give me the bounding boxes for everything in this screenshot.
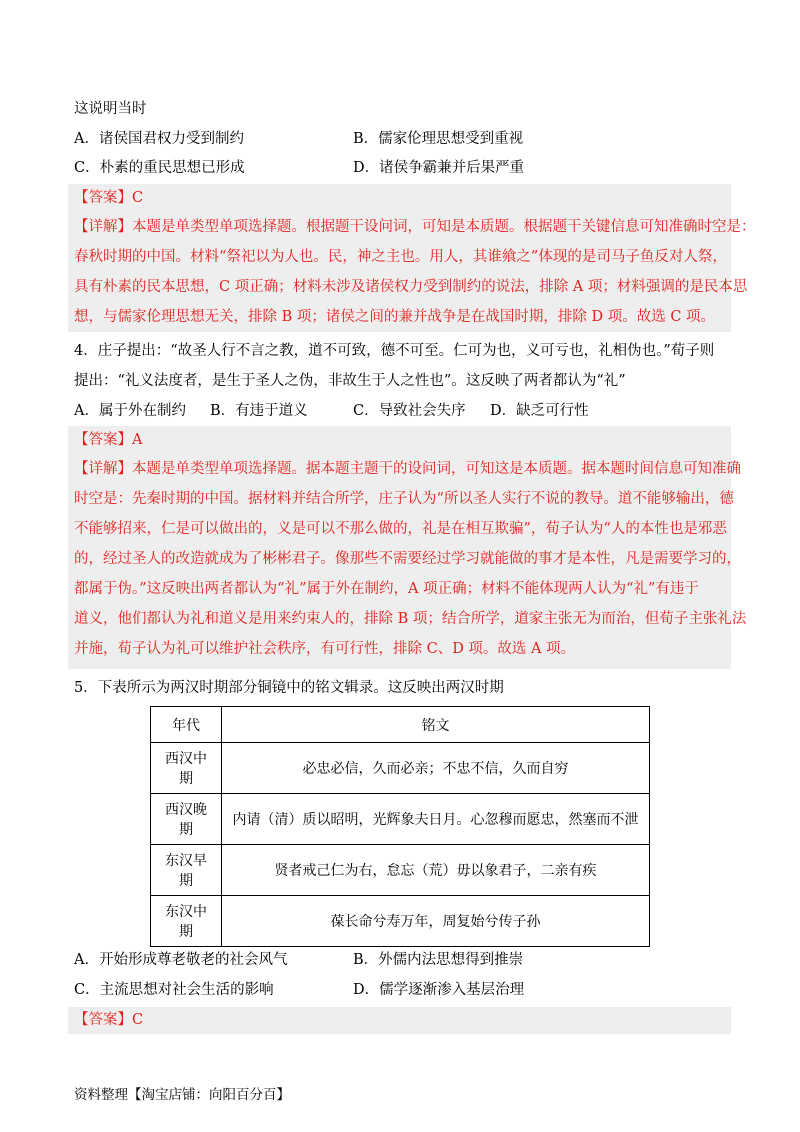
- period-text: 期: [179, 873, 193, 889]
- q4-option-a: A．属于外在制约: [74, 403, 186, 419]
- q4-stem-line-1: 4．庄子提出：“故圣人行不言之教，道不可致，德不可至。仁可为也，义可亏也，礼相伪也。”荀子则: [74, 343, 715, 359]
- table-cell-inscription: 葆长命兮寿万年，周复始兮传子孙: [222, 896, 650, 947]
- table-cell-period: [151, 896, 222, 947]
- q4-answer-tag: 【答案】: [74, 432, 132, 448]
- table-header-inscription: 铭文: [222, 707, 650, 743]
- q4-detail-line-1: [74, 459, 741, 479]
- table-row: [151, 845, 650, 896]
- table-header-period: 年代: [151, 707, 222, 743]
- q3-stem-tail: 这说明当时: [74, 101, 147, 117]
- q4-detail-line-7: 并施，荀子认为礼可以维护社会秩序，有可行性，排除 C、D 项。故选 A 项。: [74, 641, 576, 657]
- table-cell-inscription: 贤者戒己仁为右，怠忘（荒）毋以象君子，二亲有疾: [222, 845, 650, 896]
- period-text: 西汉晚: [165, 802, 207, 818]
- q4-detail-tag: 【详解】: [74, 461, 132, 477]
- q3-detail-line-1: [74, 217, 756, 237]
- table-cell-inscription: 内请（清）质以昭明，光辉象夫日月。心忽穆而愿忠，然塞而不泄: [222, 794, 650, 845]
- period-text: 西汉中: [165, 751, 207, 767]
- q5-option-a: A．开始形成尊老敬老的社会风气: [74, 952, 288, 968]
- inscription-table: [150, 706, 650, 947]
- q4-detail-line-6: 道义，他们都认为礼和道义是用来约束人的，排除 B 项；结合所学，道家主张无为而治，但荀子主张礼法: [74, 611, 747, 627]
- q5-answer-tag: 【答案】: [74, 1012, 132, 1028]
- table-row: [151, 743, 650, 794]
- table-cell-inscription: 必忠必信，久而必亲；不忠不信，久而自穷: [222, 743, 650, 794]
- q4-answer-value: A: [132, 432, 143, 448]
- q4-option-b: B．有违于道义: [210, 403, 308, 419]
- q4-option-c: C．导致社会失序: [353, 403, 466, 419]
- q4-detail-line-5: 都属于伪。”这反映出两者都认为“礼”属于外在制约，A 项正确；材料不能体现两人认为“礼”有违于: [74, 581, 699, 597]
- q4-stem-line-2: 提出：“礼义法度者，是生于圣人之伪，非故生于人之性也”。这反映了两者都认为“礼”: [74, 373, 626, 389]
- q5-stem: 5．下表所示为两汉时期部分铜镜中的铭文辑录。这反映出两汉时期: [74, 680, 504, 696]
- q3-detail-text-1: 本题是单类型单项选择题。根据题干设问词，可知是本质题。根据题干关键信息可知准确时空是：: [132, 219, 756, 235]
- table-cell-period: [151, 794, 222, 845]
- q3-answer-block: [68, 184, 756, 332]
- q5-answer-value: C: [132, 1012, 144, 1028]
- q3-detail-tag: 【详解】: [74, 219, 132, 235]
- q4-detail-line-4: 的，经过圣人的改造就成为了彬彬君子。像那些不需要经过学习就能做的事才是本性，凡是需要学习的，: [74, 551, 741, 567]
- table-row: [151, 896, 650, 947]
- q4-detail-text-1: 本题是单类型单项选择题。据本题主题干的设问词，可知这是本质题。据本题时间信息可知准确: [132, 461, 741, 477]
- table-header-row: [151, 707, 650, 743]
- q4-detail-line-3: 不能够招来，仁是可以做出的，义是可以不那么做的，礼是在相互欺骗”，荀子认为“人的本性也是邪恶: [74, 521, 727, 537]
- q5-option-b: B．外儒内法思想得到推崇: [353, 952, 524, 968]
- period-text: 东汉中: [165, 904, 207, 920]
- q4-answer-line: [74, 430, 142, 450]
- q5-option-c: C．主流思想对社会生活的影响: [74, 982, 274, 998]
- q3-answer-line: [74, 188, 143, 208]
- q3-detail-line-4: 想，与儒家伦理思想无关，排除 B 项；诸侯之间的兼并战争是在战国时期，排除 D 项。故选 C 项。: [74, 309, 716, 325]
- q3-option-c: C．朴素的重民思想已形成: [74, 160, 245, 176]
- q3-answer-value: C: [132, 190, 144, 206]
- q4-answer-block: [68, 426, 747, 669]
- period-text: 东汉早: [165, 853, 207, 869]
- q5-option-d: D．儒学逐渐渗入基层治理: [353, 982, 525, 998]
- q3-detail-line-3: 具有朴素的民本思想，C 项正确；材料未涉及诸侯权力受到制约的说法，排除 A 项；材料强调的是民本思: [74, 279, 748, 295]
- q5-answer-line: [74, 1010, 143, 1030]
- q3-detail-line-2: 春秋时期的中国。材料“祭祀以为人也。民，神之主也。用人，其谁飨之”体现的是司马子鱼反对人祭，: [74, 249, 727, 265]
- q3-option-b: B．儒家伦理思想受到重视: [353, 131, 524, 147]
- page-footer: 资料整理【淘宝店铺：向阳百分百】: [74, 1087, 290, 1103]
- table-row: [151, 794, 650, 845]
- table-cell-period: [151, 845, 222, 896]
- period-text: 期: [179, 771, 193, 787]
- q3-answer-tag: 【答案】: [74, 190, 132, 206]
- period-text: 期: [179, 924, 193, 940]
- table-cell-period: [151, 743, 222, 794]
- q3-option-d: D．诸侯争霸兼并后果严重: [353, 160, 525, 176]
- q5-answer-block: [68, 1007, 731, 1034]
- period-text: 期: [179, 822, 193, 838]
- q3-option-a: A．诸侯国君权力受到制约: [74, 131, 244, 147]
- q4-detail-line-2: 时空是：先秦时期的中国。据材料并结合所学，庄子认为“所以圣人实行不说的教导。道不能够输出，德: [74, 491, 734, 507]
- q4-option-d: D．缺乏可行性: [490, 403, 589, 419]
